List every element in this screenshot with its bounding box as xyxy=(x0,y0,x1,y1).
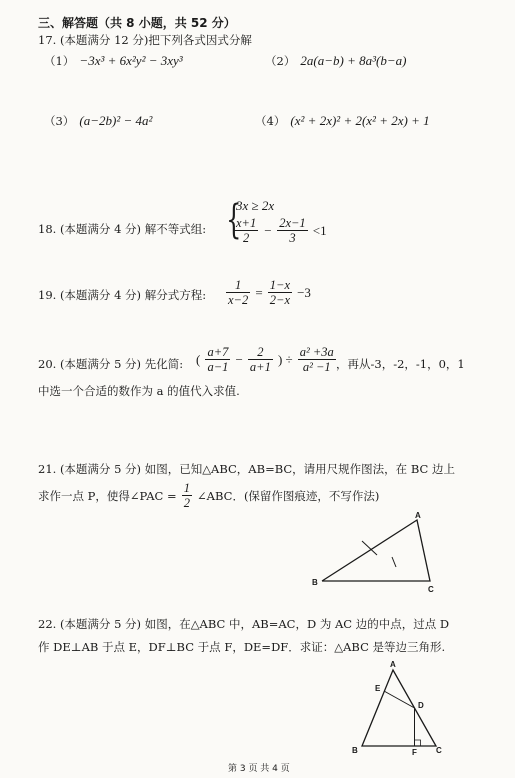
q21-triangle xyxy=(322,520,430,581)
q21-label-c: C xyxy=(428,585,434,594)
q19-lhs xyxy=(226,278,250,307)
q20-label: 20. (本题满分 5 分) 先化简: xyxy=(38,357,184,371)
q20-open: ( xyxy=(196,352,201,367)
q17-intro: 17. (本题满分 12 分)把下列各式因式分解 xyxy=(38,33,252,47)
q17-part2 xyxy=(265,50,406,69)
q19-rhs-den: 2−x xyxy=(269,293,290,307)
q19-rhs xyxy=(268,278,292,307)
q17-part4-label: （4） xyxy=(255,114,286,128)
q21-half xyxy=(182,481,192,510)
q18-minus: − xyxy=(263,223,273,238)
q19-tail: −3 xyxy=(297,285,311,300)
q21-line1: 21. (本题满分 5 分) 如图，已知△ABC，AB=BC，请用尺规作图法，在 BC 边上 xyxy=(38,462,455,476)
q18-frac1-num: x+1 xyxy=(236,216,257,230)
q17-part3-expr: (a−2b)² − 4a² xyxy=(79,113,153,128)
q19-equation xyxy=(226,278,311,307)
q18-frac2-num: 2x−1 xyxy=(279,216,306,230)
q20-frac2 xyxy=(248,345,273,374)
q20-frac2-den: a+1 xyxy=(249,360,271,374)
q19-label: 19. (本题满分 4 分) 解分式方程: xyxy=(38,288,207,302)
q20-frac3 xyxy=(298,345,336,374)
q22-label-e: E xyxy=(375,684,381,693)
construction-arc-mark-1 xyxy=(362,541,377,555)
q18-label: 18. (本题满分 4 分) 解不等式组: xyxy=(38,222,207,236)
q22-line1: 22. (本题满分 5 分) 如图，在△ABC 中，AB=AC，D 为 AC 边的中点，过点 D xyxy=(38,617,450,631)
q21-half-num: 1 xyxy=(183,481,190,495)
q21-figure xyxy=(300,505,450,595)
q17-part1-label: （1） xyxy=(44,54,75,68)
q21-label-a: A xyxy=(415,511,421,520)
system-brace: { xyxy=(226,197,242,243)
q18-frac2 xyxy=(277,216,307,245)
q18-line1: 3x ≥ 2x xyxy=(236,198,275,213)
q17-part1 xyxy=(44,50,183,69)
q19-eq: = xyxy=(255,285,263,300)
q17-part2-label: （2） xyxy=(265,54,296,68)
q20-frac3-den: a² −1 xyxy=(302,360,331,374)
q19-lhs-den: x−2 xyxy=(228,293,249,307)
q17-part4 xyxy=(255,110,430,129)
q21-label-b: B xyxy=(312,578,318,587)
q18-frac2-den: 3 xyxy=(289,231,296,245)
q22-line2: 作 DE⊥AB 于点 E，DF⊥BC 于点 F，DE=DF．求证：△ABC 是等边三角形. xyxy=(38,640,446,654)
q22-label-a: A xyxy=(390,660,396,669)
q19-lhs-num: 1 xyxy=(226,278,250,293)
right-angle-mark xyxy=(415,740,421,746)
q17-part3-label: （3） xyxy=(44,114,75,128)
q20-frac1-num: a+7 xyxy=(207,345,229,359)
q17-part1-expr: −3x³ + 6x²y² − 3xy³ xyxy=(79,53,183,68)
q20-frac2-num: 2 xyxy=(248,345,273,360)
q18-frac1-den: 2 xyxy=(242,231,250,245)
q20-frac1-den: a−1 xyxy=(207,360,229,374)
q21-line2-a: 求作一点 P，使得∠PAC = xyxy=(38,489,177,503)
q18-rel: <1 xyxy=(312,223,327,238)
q20-minus: − xyxy=(235,352,243,367)
q18-line2 xyxy=(234,216,327,245)
q20-frac1 xyxy=(205,345,230,374)
section-title: 三、解答题（共 8 小题，共 52 分） xyxy=(38,16,236,30)
q22-label-c: C xyxy=(436,746,442,755)
q20-close: ) ÷ xyxy=(277,352,293,367)
q17-part2-expr: 2a(a−b) + 8a³(b−a) xyxy=(300,53,407,68)
q21-half-den: 2 xyxy=(183,496,190,510)
q22-label-d: D xyxy=(418,701,424,710)
q20-expression xyxy=(196,345,336,374)
page-footer: 第 3 页 共 4 页 xyxy=(228,764,290,774)
q22-triangle xyxy=(362,670,436,746)
q17-part3 xyxy=(44,110,152,129)
q17-part4-expr: (x² + 2x)² + 2(x² + 2x) + 1 xyxy=(290,113,430,128)
q21-line2-b: ∠ABC．(保留作图痕迹，不写作法) xyxy=(197,489,380,503)
q19-rhs-num: 1−x xyxy=(269,278,290,292)
q22-label-b: B xyxy=(352,746,358,755)
q20-tail: ，再从-3，-2，-1，0，1 xyxy=(336,357,465,371)
q20-frac3-num: a² +3a xyxy=(299,345,334,359)
q20-line2: 中选一个合适的数作为 a 的值代入求值. xyxy=(38,384,240,398)
q18-frac1 xyxy=(234,216,258,245)
construction-arc-mark-2 xyxy=(392,557,396,567)
q22-label-f: F xyxy=(412,748,417,756)
q22-figure xyxy=(350,660,450,756)
